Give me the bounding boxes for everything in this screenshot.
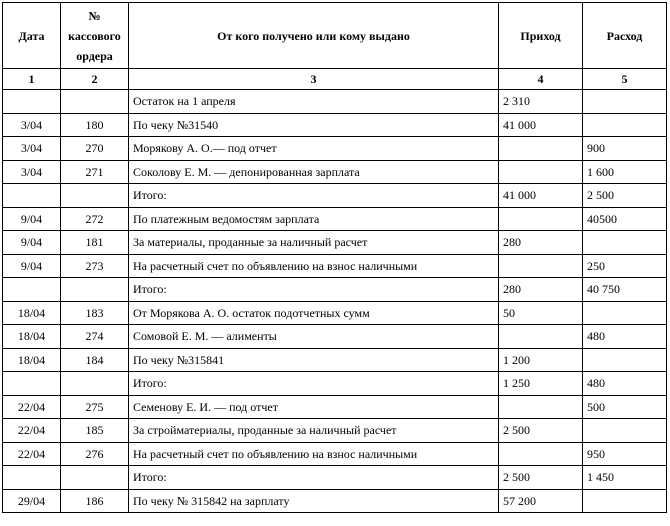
cell-order-number: 270: [61, 137, 129, 161]
cell-expense: 500: [583, 395, 667, 419]
cell-order-number: 276: [61, 442, 129, 466]
cell-income: [499, 160, 583, 184]
cell-order-number: 271: [61, 160, 129, 184]
table-row: [3, 301, 667, 325]
cell-income: [499, 442, 583, 466]
header-order-number: № кассового ордера: [61, 3, 129, 69]
cell-expense: 40 750: [583, 278, 667, 302]
cell-income: [499, 207, 583, 231]
cell-income: 1 250: [499, 372, 583, 396]
cell-income: 57 200: [499, 489, 583, 513]
column-number: 5: [583, 69, 667, 90]
table-row: [3, 372, 667, 396]
cell-expense: [583, 489, 667, 513]
cell-description: На расчетный счет по объявлению на взнос наличными: [129, 254, 499, 278]
cell-income: [499, 137, 583, 161]
cell-description: На расчетный счет по объявлению на взнос наличными: [129, 442, 499, 466]
cell-date: 18/04: [3, 348, 61, 372]
cell-date: 3/04: [3, 160, 61, 184]
cell-expense: 250: [583, 254, 667, 278]
cell-expense: [583, 90, 667, 114]
column-number: 3: [129, 69, 499, 90]
cell-order-number: [61, 184, 129, 208]
cell-description: Сомовой Е. М. — алименты: [129, 325, 499, 349]
table-row: [3, 466, 667, 490]
table-row: [3, 325, 667, 349]
cell-description: Итого:: [129, 278, 499, 302]
cell-order-number: 183: [61, 301, 129, 325]
cell-order-number: [61, 372, 129, 396]
cell-order-number: 180: [61, 113, 129, 137]
cell-description: Соколову Е. М. — депонированная зарплата: [129, 160, 499, 184]
cell-expense: 1 450: [583, 466, 667, 490]
cell-order-number: 186: [61, 489, 129, 513]
cell-order-number: 181: [61, 231, 129, 255]
cell-description: Итого:: [129, 372, 499, 396]
header-expense: Расход: [583, 3, 667, 69]
cell-expense: 1 600: [583, 160, 667, 184]
cell-date: 3/04: [3, 137, 61, 161]
table-row: [3, 442, 667, 466]
cell-date: 9/04: [3, 207, 61, 231]
cell-income: 2 310: [499, 90, 583, 114]
table-row: [3, 90, 667, 114]
table-row: [3, 184, 667, 208]
cell-description: По чеку № 315842 на зарплату: [129, 489, 499, 513]
cell-date: 22/04: [3, 419, 61, 443]
header-income: Приход: [499, 3, 583, 69]
cell-expense: 2 500: [583, 184, 667, 208]
cell-income: 280: [499, 231, 583, 255]
cell-income: 2 500: [499, 419, 583, 443]
cell-date: 22/04: [3, 395, 61, 419]
cell-description: Семенову Е. И. — под отчет: [129, 395, 499, 419]
cell-description: Итого:: [129, 466, 499, 490]
cell-description: От Морякова А. О. остаток подотчетных сумм: [129, 301, 499, 325]
cell-income: 280: [499, 278, 583, 302]
cell-income: 41 000: [499, 184, 583, 208]
cell-order-number: 273: [61, 254, 129, 278]
table-row: [3, 254, 667, 278]
cell-description: За стройматериалы, проданные за наличный расчет: [129, 419, 499, 443]
cell-income: 2 500: [499, 466, 583, 490]
cell-description: Итого:: [129, 184, 499, 208]
ledger-body: [3, 90, 667, 513]
cell-description: За материалы, проданные за наличный расчет: [129, 231, 499, 255]
cell-date: [3, 466, 61, 490]
table-row: [3, 348, 667, 372]
header-date: Дата: [3, 3, 61, 69]
header-row: [3, 3, 667, 69]
table-row: [3, 489, 667, 513]
cell-order-number: 275: [61, 395, 129, 419]
cell-expense: 900: [583, 137, 667, 161]
cell-date: 3/04: [3, 113, 61, 137]
table-row: [3, 113, 667, 137]
column-number: 2: [61, 69, 129, 90]
cell-income: [499, 325, 583, 349]
cell-order-number: [61, 278, 129, 302]
cell-date: [3, 90, 61, 114]
cell-description: Остаток на 1 апреля: [129, 90, 499, 114]
cell-expense: 950: [583, 442, 667, 466]
table-row: [3, 207, 667, 231]
cell-description: Морякову А. О.— под отчет: [129, 137, 499, 161]
cell-description: По чеку №315841: [129, 348, 499, 372]
cell-expense: 480: [583, 325, 667, 349]
cell-expense: [583, 301, 667, 325]
cell-date: 18/04: [3, 325, 61, 349]
cell-date: [3, 184, 61, 208]
cell-expense: [583, 348, 667, 372]
cell-income: 1 200: [499, 348, 583, 372]
table-row: [3, 278, 667, 302]
table-row: [3, 137, 667, 161]
cell-order-number: 185: [61, 419, 129, 443]
cell-expense: 40500: [583, 207, 667, 231]
table-row: [3, 419, 667, 443]
cell-description: По платежным ведомостям зарплата: [129, 207, 499, 231]
cell-order-number: [61, 90, 129, 114]
table-row: [3, 160, 667, 184]
cell-income: [499, 254, 583, 278]
header-description: От кого получено или кому выдано: [129, 3, 499, 69]
cell-date: [3, 372, 61, 396]
cell-income: 50: [499, 301, 583, 325]
table-row: [3, 395, 667, 419]
column-number-row: [3, 69, 667, 90]
cell-income: 41 000: [499, 113, 583, 137]
cell-date: 18/04: [3, 301, 61, 325]
column-number: 1: [3, 69, 61, 90]
cell-order-number: [61, 466, 129, 490]
cell-order-number: 274: [61, 325, 129, 349]
cell-expense: [583, 419, 667, 443]
cell-expense: 480: [583, 372, 667, 396]
cell-description: По чеку №31540: [129, 113, 499, 137]
cell-income: [499, 395, 583, 419]
cell-order-number: 184: [61, 348, 129, 372]
cell-date: 9/04: [3, 231, 61, 255]
table-row: [3, 231, 667, 255]
cell-date: 9/04: [3, 254, 61, 278]
cell-date: [3, 278, 61, 302]
cell-date: 29/04: [3, 489, 61, 513]
cell-expense: [583, 113, 667, 137]
cell-date: 22/04: [3, 442, 61, 466]
column-number: 4: [499, 69, 583, 90]
cell-expense: [583, 231, 667, 255]
cash-ledger-table: [2, 2, 667, 513]
cell-order-number: 272: [61, 207, 129, 231]
